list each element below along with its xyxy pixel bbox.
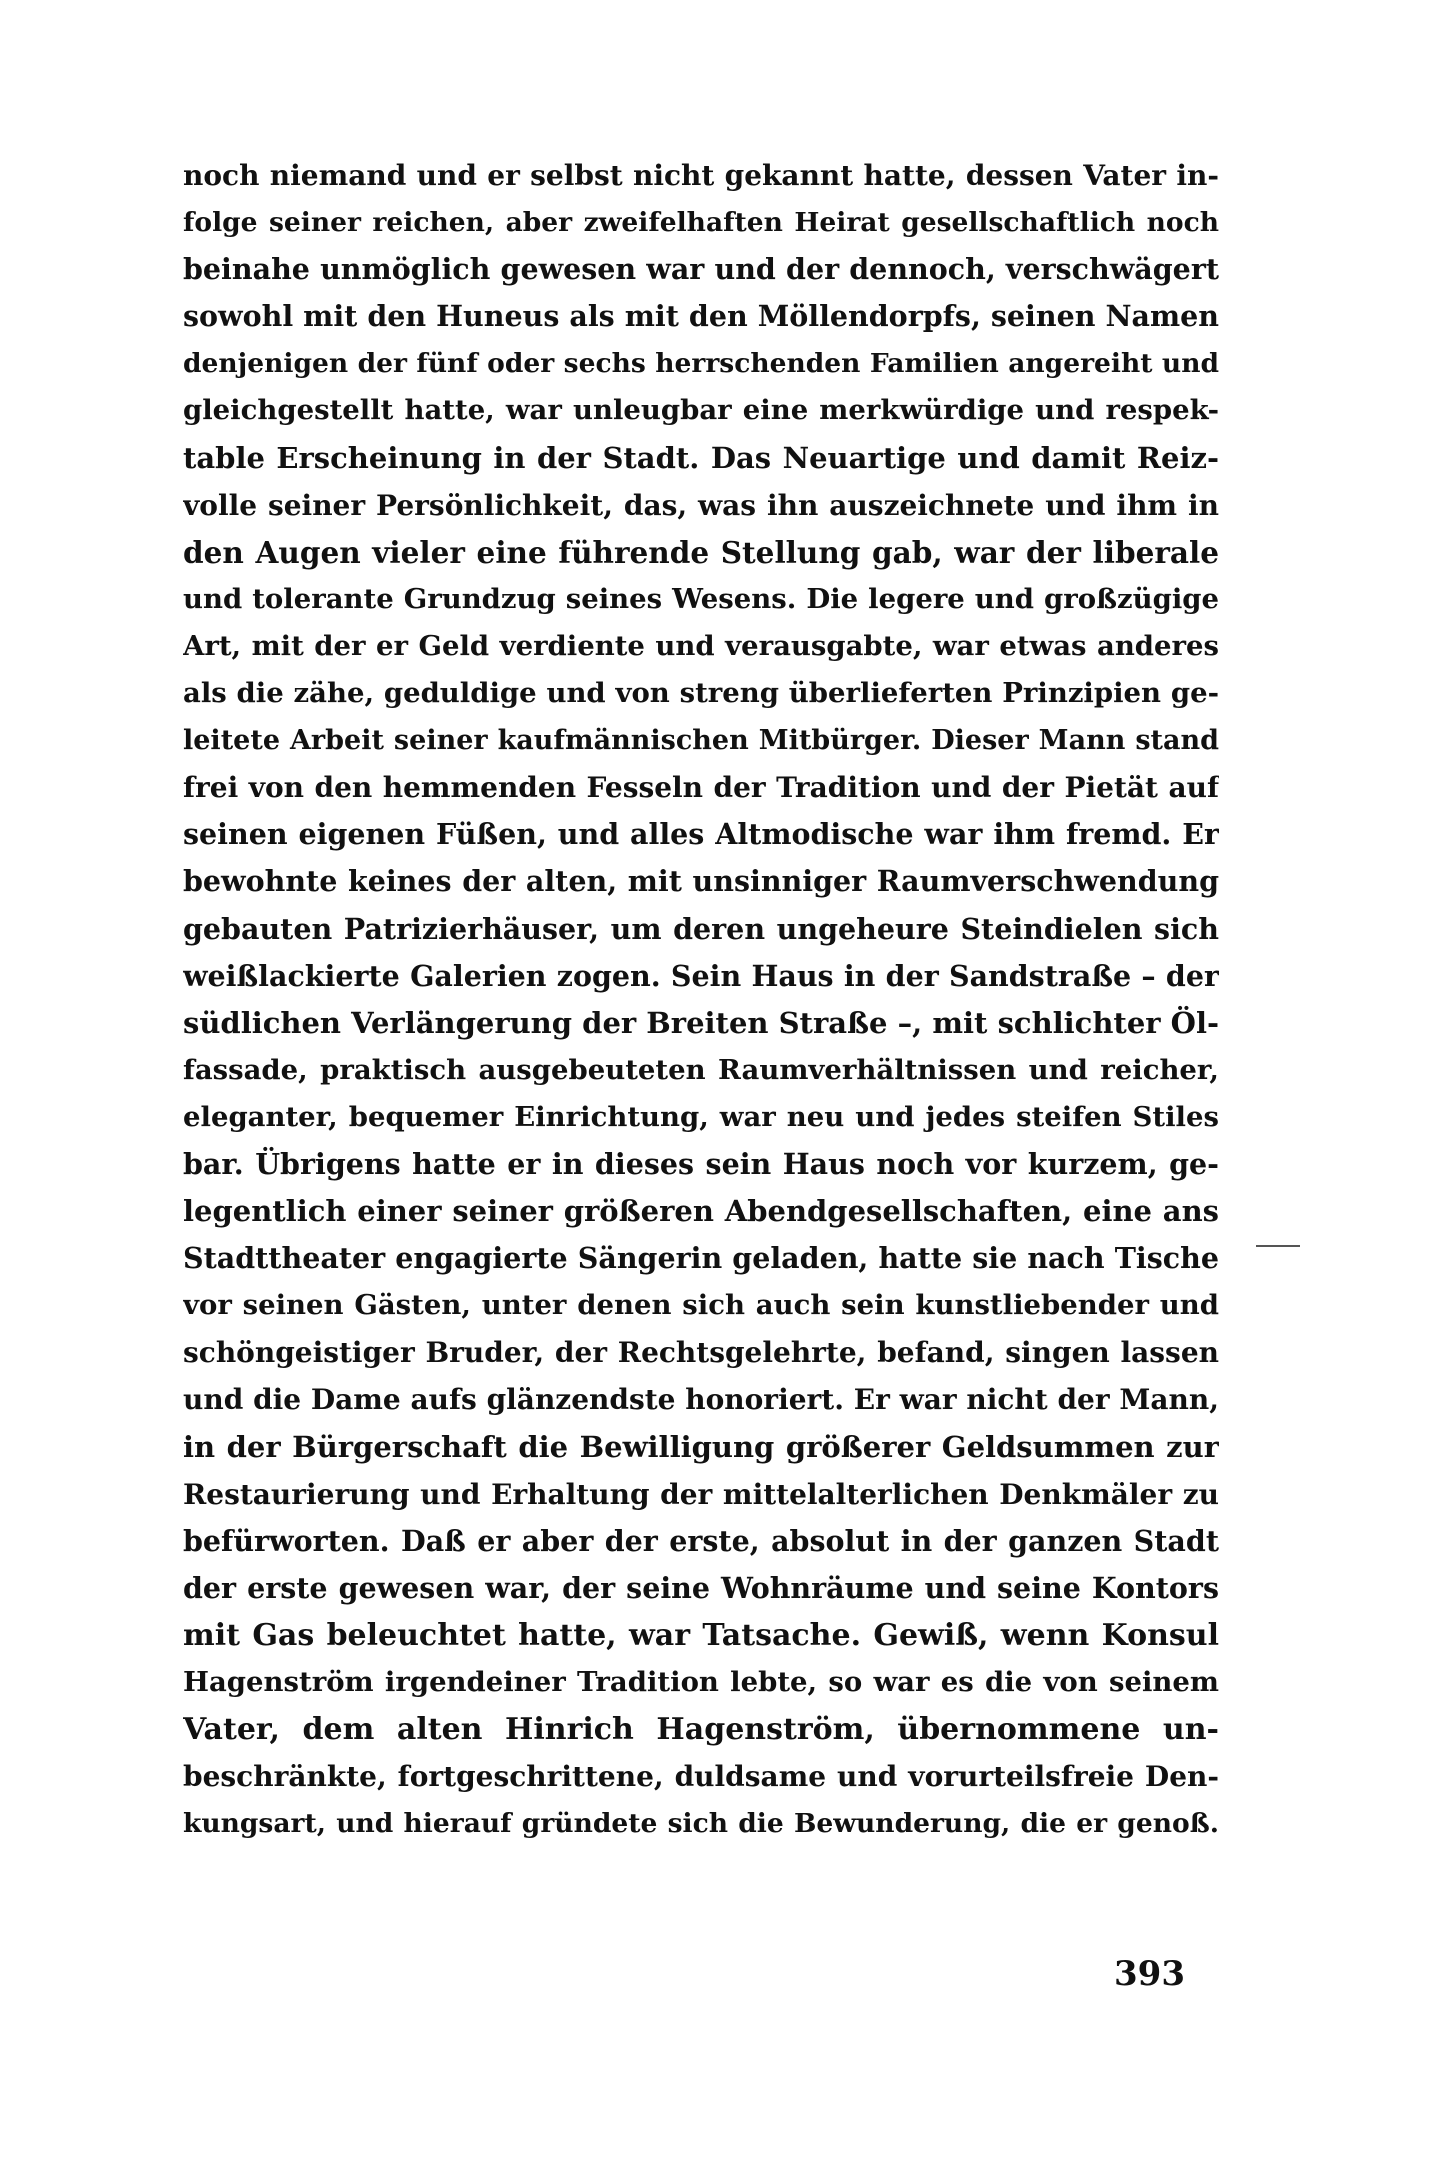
text-line: in der Bürgerschaft die Bewilligung größerer Geldsummen zur [183, 1429, 1219, 1464]
text-line: Stadttheater engagierte Sängerin geladen, hatte sie nach Tische [183, 1241, 1219, 1276]
text-line: beschränkte, fortgeschrittene, duldsame und vorurteilsfreie Den- [183, 1760, 1219, 1794]
text-line: befürworten. Daß er aber der erste, absolut in der ganzen Stadt [183, 1523, 1219, 1558]
text-line: beinahe unmöglich gewesen war und der dennoch, verschwägert [183, 252, 1219, 287]
text-line: sowohl mit den Huneus als mit den Möllendorpfs, seinen Namen [183, 299, 1219, 334]
text-line: table Erscheinung in der Stadt. Das Neuartige und damit Reiz- [183, 440, 1219, 475]
text-line: folge seiner reichen, aber zweifelhaften Heirat gesellschaftlich noch [183, 207, 1219, 239]
text-line: noch niemand und er selbst nicht gekannt hatte, dessen Vater in- [183, 159, 1219, 192]
text-line: seinen eigenen Füßen, und alles Altmodische war ihm fremd. Er [183, 817, 1219, 852]
text-line: denjenigen der fünf oder sechs herrschenden Familien angereiht und [183, 348, 1219, 380]
text-line: bar. Übrigens hatte er in dieses sein Haus noch vor kurzem, ge- [183, 1146, 1219, 1181]
text-line: vor seinen Gästen, unter denen sich auch sein kunstliebender und [183, 1289, 1219, 1322]
text-line: gleichgestellt hatte, war unleugbar eine merkwürdige und respek- [183, 394, 1219, 427]
text-line: kungsart, und hierauf gründete sich die Bewunderung, die er genoß. [183, 1808, 1219, 1840]
text-line: legentlich einer seiner größeren Abendgesellschaften, eine ans [183, 1194, 1219, 1229]
text-line: südlichen Verlängerung der Breiten Straße –, mit schlichter Öl- [183, 1005, 1219, 1040]
text-line: frei von den hemmenden Fesseln der Tradition und der Pietät auf [183, 771, 1219, 805]
text-line: mit Gas beleuchtet hatte, war Tatsache. Gewiß, wenn Konsul [183, 1617, 1219, 1653]
page-number: 393 [1114, 1954, 1185, 1994]
text-line: leitete Arbeit seiner kaufmännischen Mitbürger. Dieser Mann stand [183, 725, 1219, 757]
text-line: Restaurierung und Erhaltung der mittelalterlichen Denkmäler zu [183, 1477, 1219, 1511]
text-line: Hagenström irgendeiner Tradition lebte, so war es die von seinem [183, 1666, 1219, 1698]
text-line: schöngeistiger Bruder, der Rechtsgelehrte, befand, singen lassen [183, 1336, 1219, 1370]
text-line: fassade, praktisch ausgebeuteten Raumverhältnissen und reicher, [183, 1053, 1219, 1086]
body-text [183, 152, 1219, 1847]
text-line: der erste gewesen war, der seine Wohnräume und seine Kontors [183, 1570, 1219, 1605]
text-line: Vater, dem alten Hinrich Hagenström, übernommene un- [183, 1712, 1219, 1748]
text-line: weißlackierte Galerien zogen. Sein Haus in der Sandstraße – der [183, 958, 1219, 993]
text-line: bewohnte keines der alten, mit unsinniger Raumverschwendung [183, 864, 1219, 899]
text-line: als die zähe, geduldige und von streng überlieferten Prinzipien ge- [183, 677, 1219, 710]
text-line: gebauten Patrizierhäuser, um deren ungeheure Steindielen sich [183, 911, 1219, 946]
text-line: eleganter, bequemer Einrichtung, war neu und jedes steifen Stiles [183, 1100, 1219, 1133]
text-line: volle seiner Persönlichkeit, das, was ihn auszeichnete und ihm in [183, 488, 1219, 522]
margin-mark [1256, 1245, 1300, 1247]
text-line: Art, mit der er Geld verdiente und verausgabte, war etwas anderes [183, 629, 1219, 662]
text-line: und tolerante Grundzug seines Wesens. Die legere und großzügige [183, 582, 1219, 615]
text-line: und die Dame aufs glänzendste honoriert. Er war nicht der Mann, [183, 1383, 1219, 1417]
text-line: den Augen vieler eine führende Stellung gab, war der liberale [183, 534, 1219, 570]
